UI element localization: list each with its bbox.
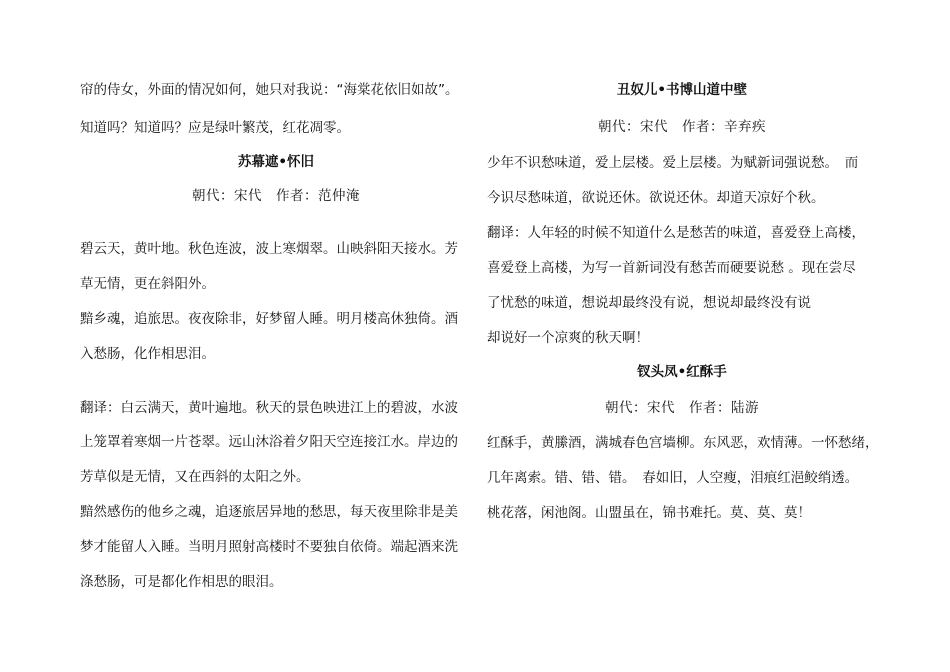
poem-text-line: 入愁肠，化作相思泪。 (80, 346, 215, 362)
poem-text-line: 几年离索。错、错、错。 春如旧，人空瘦，泪痕红浥鲛绡透。 (487, 470, 859, 486)
translation-line: 黯然感伤的他乡之魂，追逐旅居异地的愁思，每天夜里除非是美 (80, 504, 458, 520)
poem-meta: 朝代：宋代 作者：陆游 (605, 400, 759, 416)
poem-title: 丑奴儿•书博山道中壁 (616, 82, 748, 98)
translation-line: 涤愁肠，可是都化作相思的眼泪。 (80, 574, 283, 590)
translation-line: 了忧愁的味道，想说却最终没有说，想说却最终没有说 (487, 295, 811, 311)
translation-line: 梦才能留人入睡。当明月照射高楼时不要独自依倚。端起酒来洗 (80, 539, 458, 555)
poem-text-line: 红酥手，黄縢酒，满城春色宫墙柳。东风恶，欢情薄。一怀愁绪， (487, 435, 879, 451)
translation-line: 芳草似是无情，又在西斜的太阳之外。 (80, 469, 310, 485)
translation-line: 上笼罩着寒烟一片苍翠。远山沐浴着夕阳天空连接江水。岸边的 (80, 434, 458, 450)
poem-text-line: 黯乡魂，追旅思。夜夜除非，好梦留人睡。明月楼高休独倚。酒 (80, 311, 458, 327)
translation-line: 翻译：白云满天，黄叶遍地。秋天的景色映进江上的碧波，水波 (80, 400, 458, 416)
poem-text-line: 碧云天，黄叶地。秋色连波，波上寒烟翠。山映斜阳天接水。芳 (80, 241, 458, 257)
carry-over-line: 帘的侍女，外面的情况如何，她只对我说：“海棠花依旧如故”。 (80, 82, 459, 98)
translation-line: 翻译：人年轻的时候不知道什么是愁苦的味道，喜爱登上高楼， (487, 225, 865, 241)
poem-title: 钗头凤•红酥手 (637, 364, 727, 380)
carry-over-line: 知道吗？知道吗？应是绿叶繁茂，红花凋零。 (80, 120, 350, 136)
poem-meta: 朝代：宋代 作者：辛弃疾 (598, 119, 766, 135)
poem-text-line: 少年不识愁味道，爱上层楼。爱上层楼。为赋新词强说愁。 而 (487, 155, 859, 171)
translation-line: 喜爱登上高楼，为写一首新词没有愁苦而硬要说愁 。现在尝尽 (487, 260, 856, 276)
poem-text-line: 草无情，更在斜阳外。 (80, 276, 215, 292)
poem-text-line: 桃花落，闲池阁。山盟虽在，锦书难托。莫、莫、莫！ (487, 505, 811, 521)
poem-meta: 朝代：宋代 作者：范仲淹 (192, 188, 360, 204)
poem-text-line: 今识尽愁味道，欲说还休。欲说还休。却道天凉好个秋。 (487, 190, 825, 206)
poem-title: 苏幕遮•怀旧 (237, 154, 315, 170)
translation-line: 却说好一个凉爽的秋天啊！ (487, 330, 649, 346)
